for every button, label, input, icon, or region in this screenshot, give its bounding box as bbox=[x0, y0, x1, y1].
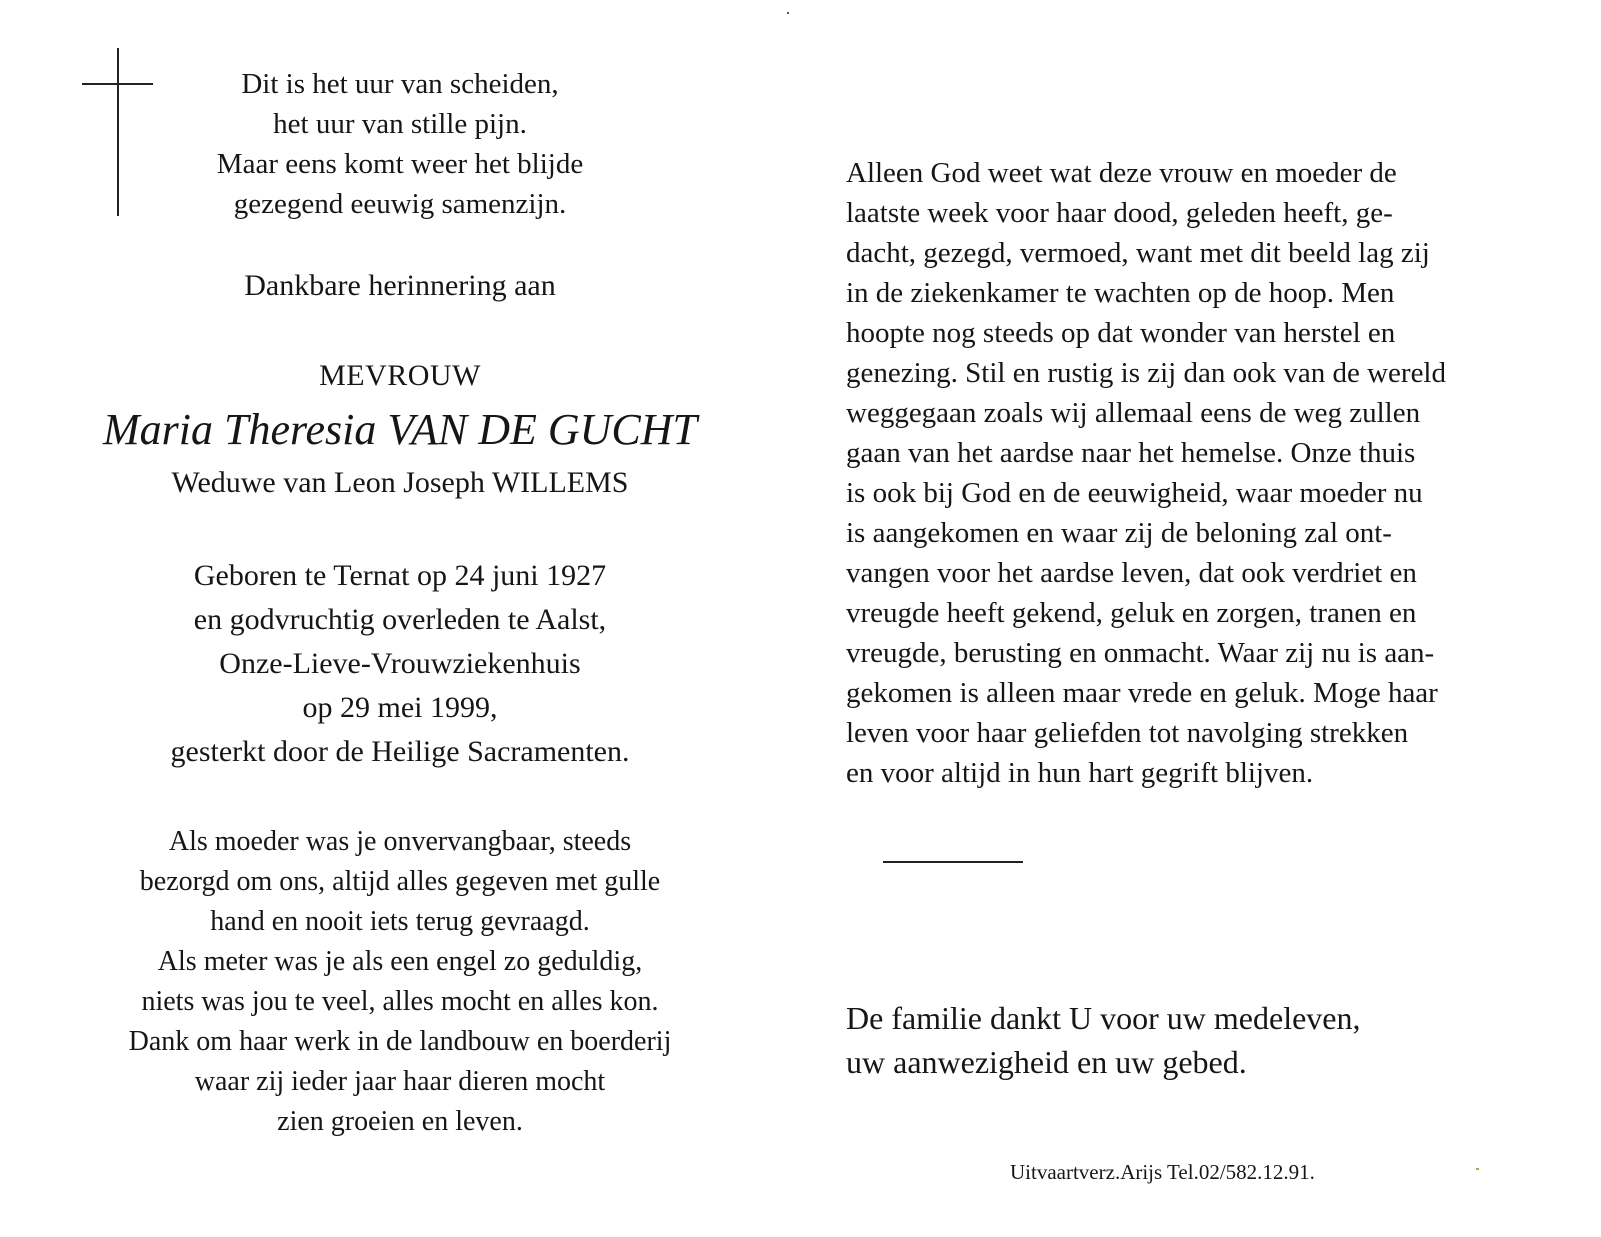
print-speck bbox=[787, 12, 789, 14]
tribute-line: hand en nooit iets terug gevraagd. bbox=[210, 906, 590, 937]
spouse-text: Weduwe van Leon Joseph WILLEMS bbox=[171, 466, 629, 499]
life-dates-line: en godvruchtig overleden te Aalst, bbox=[193, 603, 607, 636]
reflection-line: vreugde heeft gekend, geluk en zorgen, tranen en bbox=[846, 597, 1417, 629]
life-dates-line: op 29 mei 1999, bbox=[302, 691, 498, 724]
poem-line: gezegend eeuwig samenzijn. bbox=[233, 188, 567, 220]
family-thanks bbox=[846, 996, 1546, 1084]
separator-line bbox=[883, 861, 1023, 863]
reflection-line: vangen voor het aardse leven, dat ook verdriet en bbox=[846, 557, 1417, 589]
opening-poem bbox=[200, 64, 600, 224]
title-text: MEVROUW bbox=[319, 359, 481, 392]
reflection-line: vreugde, berusting en onmacht. Waar zij nu is aan- bbox=[846, 637, 1435, 669]
reflection-line: is aangekomen en waar zij de beloning zal ont- bbox=[846, 517, 1392, 549]
life-dates-line: gesterkt door de Heilige Sacramenten. bbox=[170, 735, 630, 768]
print-speck bbox=[1476, 1168, 1479, 1170]
tribute-line: niets was jou te veel, alles mocht en alles kon. bbox=[141, 986, 659, 1017]
tribute-line: Dank om haar werk in de landbouw en boerderij bbox=[128, 1026, 672, 1057]
poem-line: Dit is het uur van scheiden, bbox=[241, 68, 559, 100]
reflection-line: hoopte nog steeds op dat wonder van herstel en bbox=[846, 317, 1396, 349]
reflection-paragraph bbox=[846, 153, 1546, 793]
cross-vertical-bar bbox=[117, 48, 119, 216]
poem-line: Maar eens komt weer het blijde bbox=[216, 148, 584, 180]
undertaker-credit: Uitvaartverz.Arijs Tel.02/582.12.91. bbox=[1010, 1160, 1315, 1184]
intro-text: Dankbare herinnering aan bbox=[244, 269, 556, 302]
tribute-line: waar zij ieder jaar haar dieren mocht bbox=[194, 1066, 606, 1097]
reflection-line: gaan van het aardse naar het hemelse. Onze thuis bbox=[846, 437, 1416, 469]
life-dates bbox=[80, 554, 720, 774]
cross-horizontal-bar bbox=[82, 83, 153, 85]
deceased-name: Maria Theresia VAN DE GUCHT bbox=[103, 405, 697, 454]
reflection-line: is ook bij God en de eeuwigheid, waar moeder nu bbox=[846, 477, 1423, 509]
reflection-line: Alleen God weet wat deze vrouw en moeder de bbox=[846, 157, 1397, 189]
reflection-line: in de ziekenkamer te wachten op de hoop. Men bbox=[846, 277, 1395, 309]
reflection-line: genezing. Stil en rustig is zij dan ook van de wereld bbox=[846, 357, 1446, 389]
tribute-line: Als meter was je als een engel zo geduldig, bbox=[157, 946, 643, 977]
reflection-line: weggegaan zoals wij allemaal eens de weg zullen bbox=[846, 397, 1421, 429]
life-dates-line: Geboren te Ternat op 24 juni 1927 bbox=[193, 559, 607, 592]
thanks-line: De familie dankt U voor uw medeleven, bbox=[846, 1000, 1361, 1036]
reflection-line: laatste week voor haar dood, geleden heeft, ge- bbox=[846, 197, 1393, 229]
tribute-text bbox=[40, 822, 760, 1142]
tribute-line: Als moeder was je onvervangbaar, steeds bbox=[168, 826, 632, 857]
reflection-line: dacht, gezegd, vermoed, want met dit beeld lag zij bbox=[846, 237, 1430, 269]
tribute-line: zien groeien en leven. bbox=[277, 1106, 523, 1137]
reflection-line: en voor altijd in hun hart gegrift blijven. bbox=[846, 757, 1314, 789]
reflection-line: leven voor haar geliefden tot navolging strekken bbox=[846, 717, 1409, 749]
life-dates-line: Onze-Lieve-Vrouwziekenhuis bbox=[219, 647, 581, 680]
poem-line: het uur van stille pijn. bbox=[273, 108, 527, 140]
tribute-line: bezorgd om ons, altijd alles gegeven met gulle bbox=[139, 866, 661, 897]
thanks-line: uw aanwezigheid en uw gebed. bbox=[846, 1044, 1247, 1080]
reflection-line: gekomen is alleen maar vrede en geluk. Moge haar bbox=[846, 677, 1438, 709]
